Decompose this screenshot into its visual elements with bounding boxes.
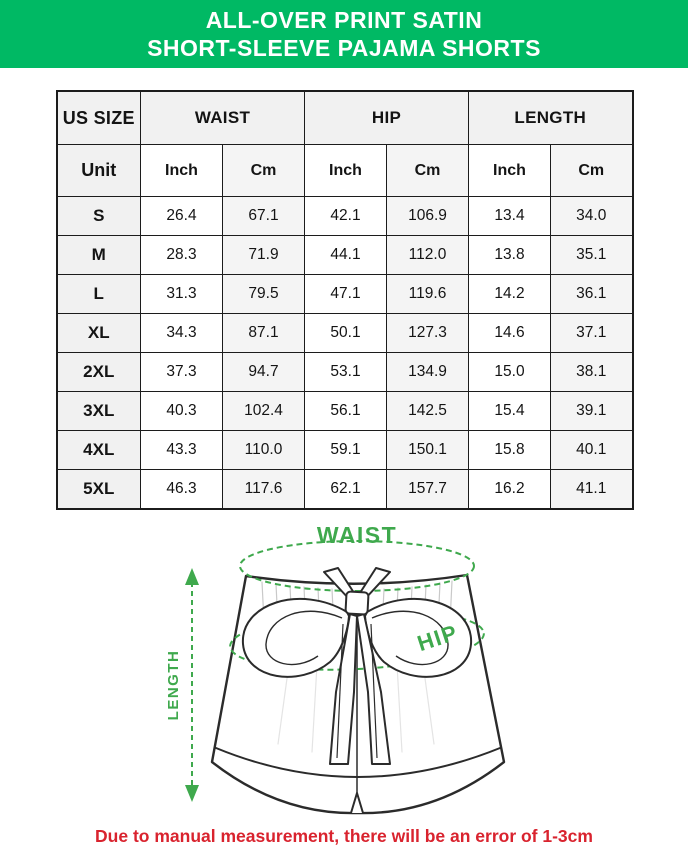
value-cell: 42.1 [305,197,387,236]
value-cell: 44.1 [305,236,387,275]
value-cell: 37.1 [551,314,633,353]
measurement-error-note: Due to manual measurement, there will be an error of 1-3cm [95,825,593,846]
value-cell: 142.5 [387,392,469,431]
hip-group-header: HIP [305,91,469,145]
value-cell: 62.1 [305,470,387,509]
waist-group-header: WAIST [141,91,305,145]
value-cell: 37.3 [141,353,223,392]
unit-header-row [57,145,633,197]
value-cell: 56.1 [305,392,387,431]
us-size-header: US SIZE [57,91,141,145]
value-cell: 102.4 [223,392,305,431]
value-cell: 53.1 [305,353,387,392]
table-row [57,392,633,431]
table-row [57,314,633,353]
value-cell: 43.3 [141,431,223,470]
length-inch-header: Inch [469,145,551,197]
value-cell: 119.6 [387,275,469,314]
value-cell: 13.8 [469,236,551,275]
value-cell: 41.1 [551,470,633,509]
length-group-header: LENGTH [469,91,633,145]
value-cell: 134.9 [387,353,469,392]
value-cell: 39.1 [551,392,633,431]
size-cell: S [57,197,141,236]
size-cell: 3XL [57,392,141,431]
waist-inch-header: Inch [141,145,223,197]
value-cell: 106.9 [387,197,469,236]
value-cell: 40.1 [551,431,633,470]
shorts-measurement-diagram [0,512,688,824]
size-table [56,90,634,510]
value-cell: 87.1 [223,314,305,353]
table-row [57,236,633,275]
value-cell: 117.6 [223,470,305,509]
hip-label: HIP [414,619,462,656]
waist-label: WAIST [316,521,398,548]
value-cell: 47.1 [305,275,387,314]
size-cell: XL [57,314,141,353]
value-cell: 157.7 [387,470,469,509]
value-cell: 112.0 [387,236,469,275]
value-cell: 26.4 [141,197,223,236]
value-cell: 38.1 [551,353,633,392]
size-table-container [56,90,633,510]
value-cell: 14.6 [469,314,551,353]
size-cell: 2XL [57,353,141,392]
value-cell: 28.3 [141,236,223,275]
value-cell: 34.0 [551,197,633,236]
value-cell: 31.3 [141,275,223,314]
size-table-body [57,197,633,509]
value-cell: 94.7 [223,353,305,392]
length-cm-header: Cm [551,145,633,197]
table-row [57,275,633,314]
title-banner [0,0,688,68]
value-cell: 15.4 [469,392,551,431]
value-cell: 13.4 [469,197,551,236]
value-cell: 14.2 [469,275,551,314]
value-cell: 59.1 [305,431,387,470]
unit-label: Unit [57,145,141,197]
waist-cm-header: Cm [223,145,305,197]
value-cell: 46.3 [141,470,223,509]
length-arrow [185,568,199,802]
table-row [57,431,633,470]
value-cell: 15.8 [469,431,551,470]
value-cell: 71.9 [223,236,305,275]
table-row [57,353,633,392]
value-cell: 16.2 [469,470,551,509]
table-row [57,470,633,509]
table-row [57,197,633,236]
value-cell: 67.1 [223,197,305,236]
size-cell: M [57,236,141,275]
size-cell: L [57,275,141,314]
length-label: LENGTH [165,649,182,720]
size-cell: 4XL [57,431,141,470]
hip-cm-header: Cm [387,145,469,197]
title-line-2: SHORT-SLEEVE PAJAMA SHORTS [147,35,541,61]
value-cell: 127.3 [387,314,469,353]
title-line-1: ALL-OVER PRINT SATIN [205,6,483,33]
value-cell: 15.0 [469,353,551,392]
size-cell: 5XL [57,470,141,509]
value-cell: 150.1 [387,431,469,470]
hip-inch-header: Inch [305,145,387,197]
table-header-row [57,91,633,145]
value-cell: 35.1 [551,236,633,275]
value-cell: 40.3 [141,392,223,431]
value-cell: 50.1 [305,314,387,353]
value-cell: 36.1 [551,275,633,314]
value-cell: 79.5 [223,275,305,314]
value-cell: 110.0 [223,431,305,470]
value-cell: 34.3 [141,314,223,353]
